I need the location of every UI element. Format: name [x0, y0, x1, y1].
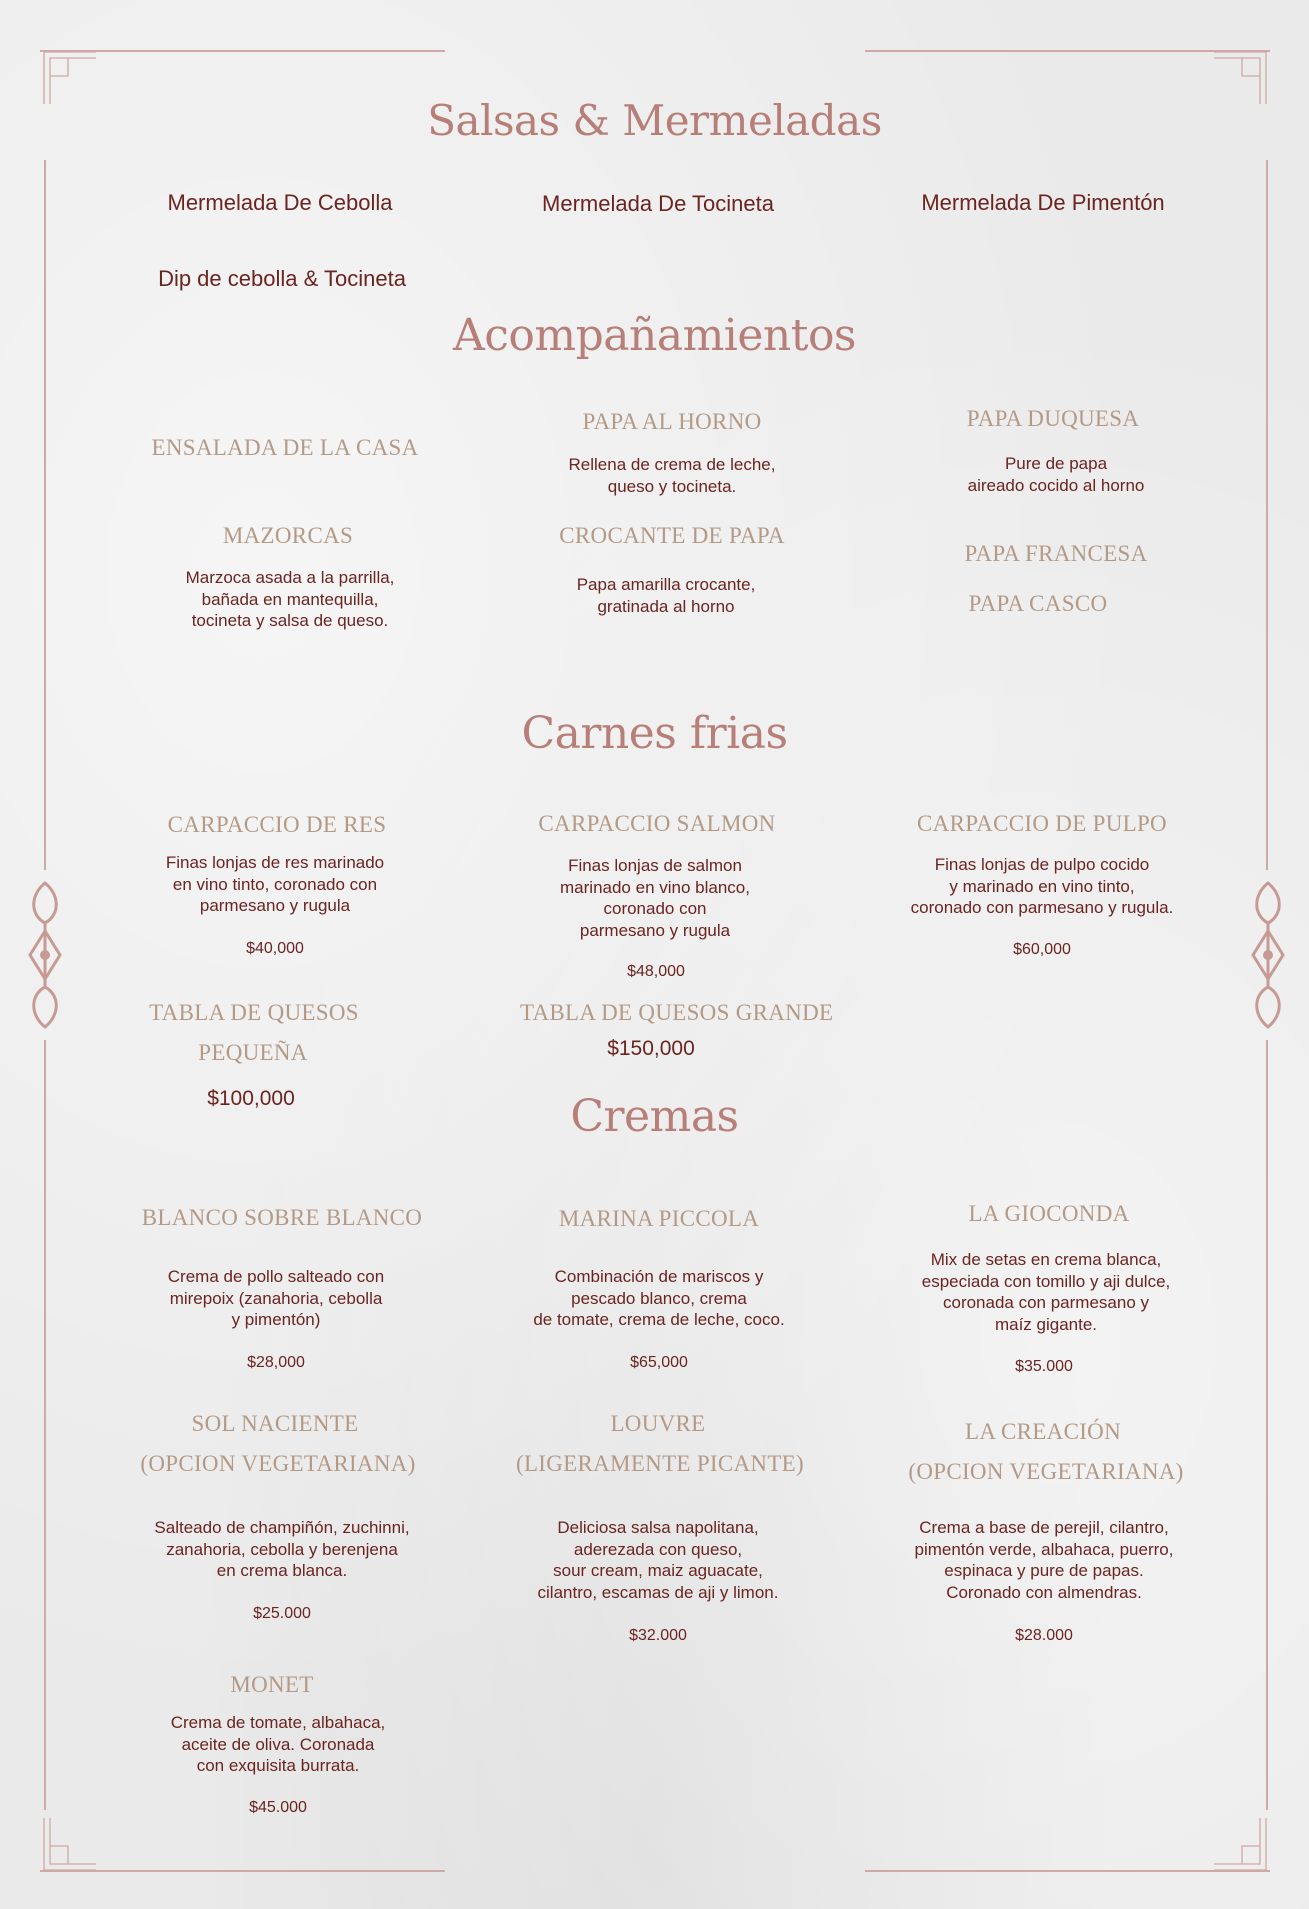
- dish-name: LA CREACIÓN: [964, 1419, 1121, 1444]
- dish-name: LA GIOCONDA: [968, 1201, 1130, 1226]
- dish-name: CARPACCIO DE PULPO: [917, 811, 1167, 836]
- frame-bottom-right-rule: [865, 1870, 1270, 1872]
- frame-right-lower-rule: [1266, 1040, 1268, 1810]
- dish-name: LOUVRE: [610, 1411, 706, 1436]
- dish-price: $60,000: [1013, 941, 1071, 958]
- dish-description: Deliciosa salsa napolitana, aderezada con queso, sour cream, maiz aguacate, cilantro, escamas de aji y limon.: [537, 1518, 779, 1602]
- dish-name: PAPA DUQUESA: [966, 406, 1140, 431]
- frame-top-left-rule: [40, 50, 445, 52]
- dish-description: Crema a base de perejil, cilantro, pimentón verde, albahaca, puerro, espinaca y pure de papas. Coronado con almendras.: [914, 1518, 1174, 1602]
- dish-name: CROCANTE DE PAPA: [559, 523, 785, 548]
- corner-ornament-bottom-left: [38, 1816, 98, 1876]
- dish-name: (OPCION VEGETARIANA): [140, 1451, 416, 1476]
- frame-left-lower-rule: [44, 1040, 46, 1810]
- frame-left-upper-rule: [44, 160, 46, 870]
- dish-price: $35.000: [1015, 1358, 1073, 1375]
- sauce-item: Mermelada De Cebolla: [167, 190, 393, 215]
- dish-name: MAZORCAS: [222, 523, 354, 548]
- dish-description: Rellena de crema de leche, queso y tocineta.: [568, 455, 776, 496]
- sauce-item: Dip de cebolla & Tocineta: [158, 266, 406, 291]
- dish-name: (LIGERAMENTE PICANTE): [515, 1451, 804, 1476]
- dish-description: Finas lonjas de res marinado en vino tinto, coronado con parmesano y rugula: [165, 853, 385, 915]
- sauce-item: Mermelada De Tocineta: [542, 191, 774, 216]
- dish-name: PAPA CASCO: [968, 591, 1108, 616]
- dish-name: ENSALADA DE LA CASA: [151, 435, 419, 460]
- dish-price: $65,000: [630, 1354, 688, 1371]
- dish-price: $28.000: [1015, 1627, 1073, 1644]
- frame-right-upper-rule: [1266, 160, 1268, 870]
- dish-name: CARPACCIO SALMON: [538, 811, 776, 836]
- dish-description: Finas lonjas de pulpo cocido y marinado en vino tinto, coronado con parmesano y rugula.: [910, 855, 1174, 917]
- dish-price: $150,000: [607, 1037, 695, 1060]
- dish-name: PEQUEÑA: [198, 1040, 308, 1065]
- section-title-salsas: Salsas & Mermeladas: [427, 96, 882, 145]
- dish-name: PAPA FRANCESA: [964, 541, 1148, 566]
- dish-price: $25.000: [253, 1605, 311, 1622]
- dish-description: Finas lonjas de salmon marinado en vino blanco, coronado con parmesano y rugula: [560, 856, 750, 940]
- dish-description: Mix de setas en crema blanca, especiada con tomillo y aji dulce, coronada con parmesano y maíz gigante.: [921, 1250, 1171, 1334]
- dish-name: MARINA PICCOLA: [558, 1206, 760, 1231]
- dish-price: $100,000: [207, 1087, 295, 1110]
- corner-ornament-bottom-right: [1212, 1816, 1272, 1876]
- dish-name: (OPCION VEGETARIANA): [908, 1459, 1184, 1484]
- fleur-ornament-icon: [1245, 875, 1291, 1035]
- dish-name: PAPA AL HORNO: [582, 409, 762, 434]
- dish-description: Combinación de mariscos y pescado blanco, crema de tomate, crema de leche, coco.: [533, 1267, 785, 1329]
- sauce-item: Mermelada De Pimentón: [921, 190, 1165, 215]
- frame-bottom-left-rule: [40, 1870, 445, 1872]
- dish-price: $48,000: [627, 963, 685, 980]
- dish-price: $32.000: [629, 1627, 687, 1644]
- dish-description: Salteado de champiñón, zuchinni, zanahoria, cebolla y berenjena en crema blanca.: [154, 1518, 410, 1580]
- dish-name: SOL NACIENTE: [191, 1411, 359, 1436]
- section-title-cremas: Cremas: [570, 1091, 739, 1142]
- dish-description: Crema de tomate, albahaca, aceite de oliva. Coronada con exquisita burrata.: [170, 1713, 386, 1775]
- dish-name: BLANCO SOBRE BLANCO: [141, 1205, 423, 1230]
- section-title-carnes: Carnes frias: [521, 708, 788, 759]
- dish-description: Papa amarilla crocante, gratinada al horno: [576, 575, 756, 616]
- dish-price: $40,000: [246, 940, 304, 957]
- section-title-acompanamientos: Acompañamientos: [452, 310, 857, 361]
- fleur-ornament-icon: [22, 875, 68, 1035]
- dish-description: Marzoca asada a la parrilla, bañada en mantequilla, tocineta y salsa de queso.: [185, 568, 395, 630]
- dish-description: Pure de papa aireado cocido al horno: [967, 454, 1145, 495]
- dish-name: TABLA DE QUESOS GRANDE: [520, 1000, 834, 1025]
- dish-description: Crema de pollo salteado con mirepoix (zanahoria, cebolla y pimentón): [167, 1267, 385, 1329]
- dish-price: $45.000: [249, 1799, 307, 1816]
- dish-price: $28,000: [247, 1354, 305, 1371]
- dish-name: TABLA DE QUESOS: [149, 1000, 359, 1025]
- frame-top-right-rule: [865, 50, 1270, 52]
- dish-name: MONET: [230, 1672, 314, 1697]
- dish-name: CARPACCIO DE RES: [167, 812, 387, 837]
